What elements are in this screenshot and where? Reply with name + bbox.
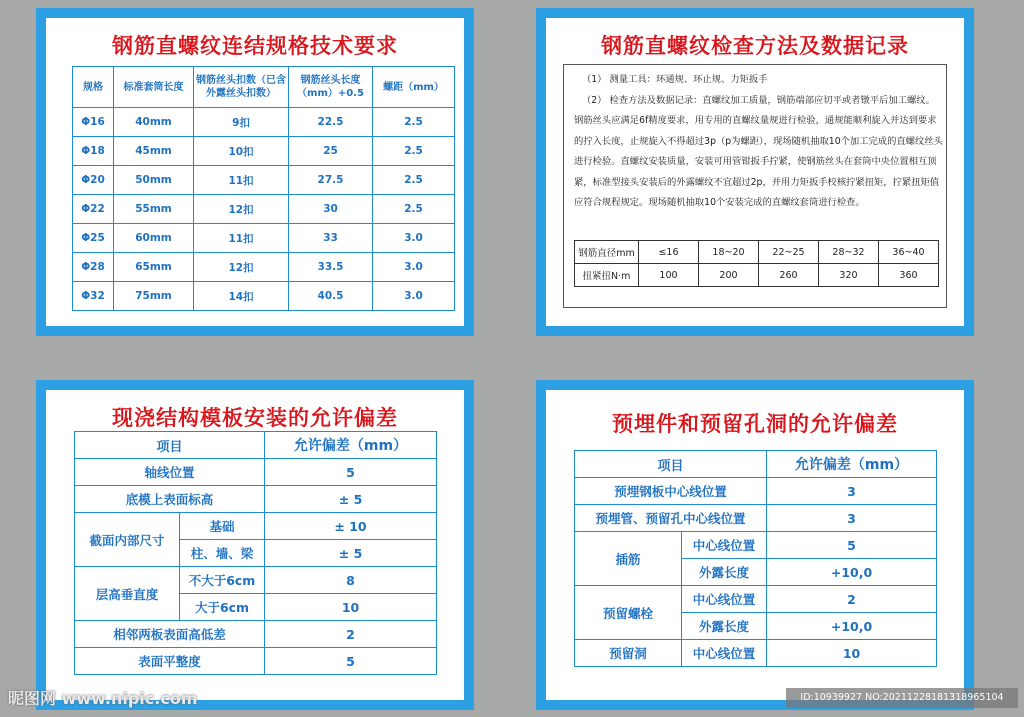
torque-cell: 钢筋直径mm	[575, 241, 639, 264]
torque-cell: 22~25	[759, 241, 819, 264]
spec-cell: 27.5	[289, 166, 373, 195]
group-label: 预留洞	[575, 640, 682, 667]
torque-cell: 260	[759, 264, 819, 287]
inspect-panel	[536, 8, 974, 336]
row-label: 柱、墙、梁	[180, 540, 265, 567]
row-value: +10,0	[767, 613, 937, 640]
spec-cell: 2.5	[373, 108, 455, 137]
row-value: 10	[767, 640, 937, 667]
table-row	[575, 505, 937, 532]
header-item: 项目	[575, 451, 767, 478]
inspect-line-1: （1） 测量工具：环通规、环止规、力矩扳手	[582, 74, 768, 85]
row-value: 3	[767, 505, 937, 532]
table-row	[75, 459, 437, 486]
table-row	[575, 586, 937, 613]
torque-cell: 36~40	[879, 241, 939, 264]
spec-cell: 11扣	[194, 166, 289, 195]
spec-cell: Φ28	[73, 253, 114, 282]
spec-header-cell: 螺距（mm）	[373, 67, 455, 108]
embed-table	[574, 450, 937, 667]
watermark-id: ID:10939927 NO:20211228181318965104	[786, 688, 1018, 708]
table-row	[575, 532, 937, 559]
embed-panel	[536, 380, 974, 710]
spec-cell: 60mm	[114, 224, 194, 253]
row-value: 5	[265, 648, 437, 675]
spec-cell: 45mm	[114, 137, 194, 166]
torque-value-row	[575, 264, 939, 287]
torque-cell: 200	[699, 264, 759, 287]
spec-cell: 75mm	[114, 282, 194, 311]
spec-cell: Φ20	[73, 166, 114, 195]
spec-cell: 2.5	[373, 137, 455, 166]
row-label: 中心线位置	[682, 532, 767, 559]
row-label: 基础	[180, 513, 265, 540]
spec-cell: Φ32	[73, 282, 114, 311]
inspect-title: 钢筋直螺纹检查方法及数据记录	[601, 34, 909, 58]
spec-cell: Φ25	[73, 224, 114, 253]
table-row	[75, 486, 437, 513]
row-value: 3	[767, 478, 937, 505]
torque-cell: 扭紧扭N·m	[575, 264, 639, 287]
spec-cell: Φ18	[73, 137, 114, 166]
inspect-text	[574, 70, 944, 214]
row-label: 表面平整度	[75, 648, 265, 675]
formwork-panel-inner	[46, 390, 464, 700]
row-value: ± 5	[265, 540, 437, 567]
spec-cell: 14扣	[194, 282, 289, 311]
formwork-header-row	[75, 432, 437, 459]
spec-cell: 3.0	[373, 282, 455, 311]
spec-row	[73, 253, 455, 282]
torque-cell: 360	[879, 264, 939, 287]
spec-panel	[36, 8, 474, 336]
row-value: 10	[265, 594, 437, 621]
torque-cell: 100	[639, 264, 699, 287]
formwork-panel	[36, 380, 474, 710]
spec-header-cell: 钢筋丝头长度（mm）+0.5	[289, 67, 373, 108]
spec-panel-inner	[46, 18, 464, 326]
spec-row	[73, 108, 455, 137]
spec-cell: 12扣	[194, 253, 289, 282]
row-value: 8	[265, 567, 437, 594]
spec-cell: 30	[289, 195, 373, 224]
row-value: 5	[265, 459, 437, 486]
spec-cell: 25	[289, 137, 373, 166]
table-row	[75, 567, 437, 594]
spec-row	[73, 282, 455, 311]
group-label: 预留螺栓	[575, 586, 682, 640]
inspect-panel-inner	[546, 18, 964, 326]
group-label: 插筋	[575, 532, 682, 586]
group-label: 层高垂直度	[75, 567, 180, 621]
row-label: 底模上表面标高	[75, 486, 265, 513]
table-row	[575, 478, 937, 505]
header-tolerance: 允许偏差（mm）	[265, 432, 437, 459]
spec-cell: 2.5	[373, 195, 455, 224]
embed-title: 预埋件和预留孔洞的允许偏差	[612, 412, 898, 436]
torque-cell: 28~32	[819, 241, 879, 264]
spec-cell: 33	[289, 224, 373, 253]
spec-cell: 33.5	[289, 253, 373, 282]
spec-header-cell: 钢筋丝头扣数（已含外露丝头扣数）	[194, 67, 289, 108]
row-label: 外露长度	[682, 613, 767, 640]
embed-header-row	[575, 451, 937, 478]
table-row	[75, 513, 437, 540]
row-label: 预埋钢板中心线位置	[575, 478, 767, 505]
torque-cell: ≤16	[639, 241, 699, 264]
spec-cell: 3.0	[373, 253, 455, 282]
spec-header-row	[73, 67, 455, 108]
formwork-title: 现浇结构模板安装的允许偏差	[112, 406, 398, 430]
spec-row	[73, 166, 455, 195]
spec-cell: 10扣	[194, 137, 289, 166]
header-item: 项目	[75, 432, 265, 459]
torque-header-row	[575, 241, 939, 264]
spec-cell: 3.0	[373, 224, 455, 253]
spec-row	[73, 224, 455, 253]
header-tolerance: 允许偏差（mm）	[767, 451, 937, 478]
embed-panel-inner	[546, 390, 964, 700]
spec-cell: 50mm	[114, 166, 194, 195]
spec-cell: 11扣	[194, 224, 289, 253]
inspect-line-2: （2） 检查方法及数据记录：直螺纹加工质量，钢筋端部应切平或者镦平后加工螺纹。钢筋丝头应满足6f精度要求，用专用的直螺纹量规进行检验，通规能顺利旋入并达到要求的拧入长度，止规旋入不得超过3p（p为螺距），现场随机抽取10个加工完成的直螺纹丝头进行检验。直螺纹安装质量，安装可用管钳扳手拧紧，使钢筋丝头在套筒中央位置相互顶紧，标准型接头安装后的外露螺纹不宜超过2p，并用力矩扳手校核拧紧扭矩，拧紧扭矩值应符合规程规定。现场随机抽取10个安装完成的直螺纹套筒进行检查。	[574, 94, 943, 208]
row-value: 2	[265, 621, 437, 648]
group-label: 截面内部尺寸	[75, 513, 180, 567]
spec-cell: 40.5	[289, 282, 373, 311]
spec-row	[73, 195, 455, 224]
row-label: 大于6cm	[180, 594, 265, 621]
row-value: 2	[767, 586, 937, 613]
spec-cell: 9扣	[194, 108, 289, 137]
spec-cell: 12扣	[194, 195, 289, 224]
row-value: ± 10	[265, 513, 437, 540]
table-row	[75, 648, 437, 675]
row-label: 中心线位置	[682, 640, 767, 667]
table-row	[575, 640, 937, 667]
row-label: 相邻两板表面高低差	[75, 621, 265, 648]
spec-table	[72, 66, 455, 311]
row-label: 外露长度	[682, 559, 767, 586]
table-row	[75, 621, 437, 648]
row-value: ± 5	[265, 486, 437, 513]
formwork-table	[74, 431, 437, 675]
spec-cell: 55mm	[114, 195, 194, 224]
spec-cell: Φ22	[73, 195, 114, 224]
torque-cell: 18~20	[699, 241, 759, 264]
row-label: 轴线位置	[75, 459, 265, 486]
spec-cell: 2.5	[373, 166, 455, 195]
row-label: 不大于6cm	[180, 567, 265, 594]
torque-table	[574, 240, 939, 287]
row-label: 中心线位置	[682, 586, 767, 613]
spec-cell: Φ16	[73, 108, 114, 137]
row-label: 预埋管、预留孔中心线位置	[575, 505, 767, 532]
spec-title: 钢筋直螺纹连结规格技术要求	[112, 34, 398, 58]
spec-header-cell: 规格	[73, 67, 114, 108]
row-value: +10,0	[767, 559, 937, 586]
spec-cell: 65mm	[114, 253, 194, 282]
spec-cell: 40mm	[114, 108, 194, 137]
watermark-logo: 昵图网 www.nipic.com	[8, 689, 198, 708]
spec-header-cell: 标准套筒长度	[114, 67, 194, 108]
spec-row	[73, 137, 455, 166]
row-value: 5	[767, 532, 937, 559]
spec-cell: 22.5	[289, 108, 373, 137]
torque-cell: 320	[819, 264, 879, 287]
